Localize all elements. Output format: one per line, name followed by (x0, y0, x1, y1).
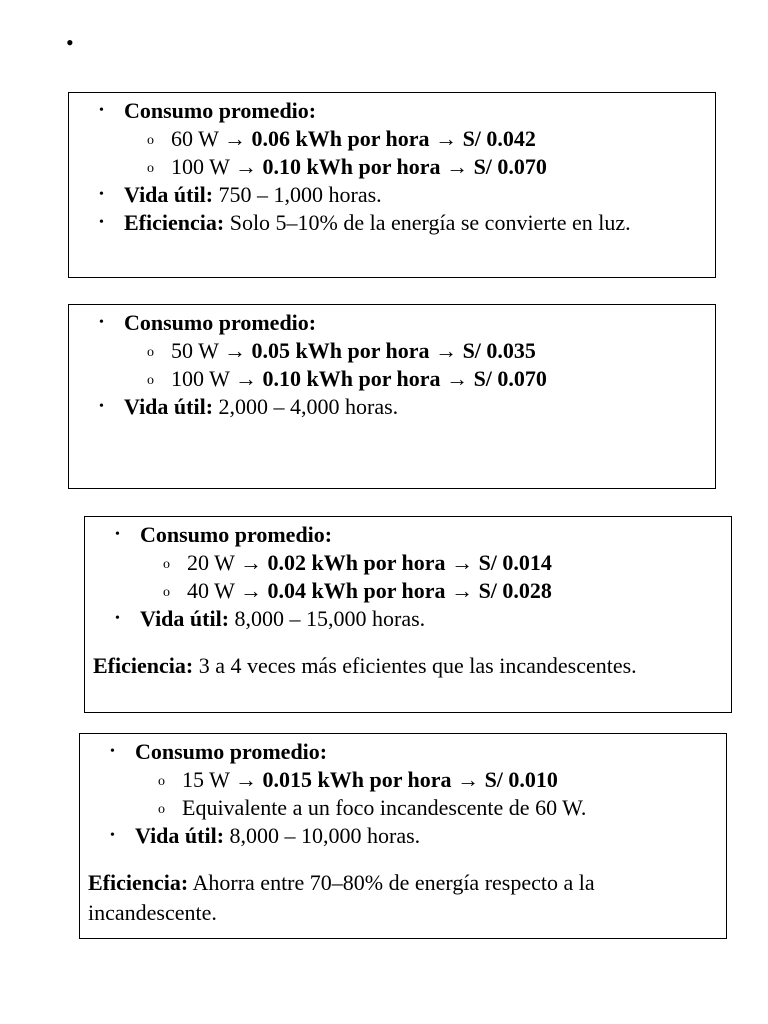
consumo-subitem (85, 577, 731, 605)
consumo-label: Consumo promedio: (135, 739, 328, 764)
watts: 100 W (171, 154, 230, 179)
consumo-subitem (69, 153, 715, 181)
equivalente-text: Equivalente a un foco incandescente de 60 W. (182, 795, 587, 820)
price: → S/ 0.042 (435, 126, 536, 151)
equivalente-subitem (80, 794, 726, 822)
eficiencia-label: Eficiencia: (88, 870, 189, 895)
eficiencia-label: Eficiencia: (124, 210, 225, 235)
consumo-item (69, 309, 715, 337)
price: → S/ 0.035 (435, 338, 536, 363)
info-box-1 (68, 92, 716, 278)
consumo-label: Consumo promedio: (140, 522, 333, 547)
kwh: 0.06 kWh por hora (251, 126, 430, 151)
watts: 100 W (171, 366, 230, 391)
consumo-subitem (69, 365, 715, 393)
consumo-subitem (69, 125, 715, 153)
watts: 40 W (187, 578, 235, 603)
consumo-label: Consumo promedio: (124, 98, 317, 123)
eficiencia-paragraph (85, 651, 731, 681)
vida-value: 8,000 – 15,000 horas. (234, 606, 426, 631)
eficiencia-value: Solo 5–10% de la energía se convierte en luz. (229, 210, 631, 235)
eficiencia-item (69, 209, 715, 237)
eficiencia-label: Eficiencia: (93, 653, 194, 678)
kwh: 0.015 kWh por hora (262, 767, 452, 792)
bullet-list (80, 734, 726, 850)
consumo-item (85, 521, 731, 549)
bullet-list (69, 305, 715, 421)
price: → S/ 0.070 (446, 366, 547, 391)
info-box-3 (84, 516, 732, 713)
info-box-2 (68, 304, 716, 489)
price: → S/ 0.028 (451, 578, 552, 603)
vida-value: 2,000 – 4,000 horas. (218, 394, 399, 419)
vida-item (69, 393, 715, 421)
kwh: 0.04 kWh por hora (267, 578, 446, 603)
consumo-item (69, 97, 715, 125)
vida-label: Vida útil: (135, 823, 225, 848)
eficiencia-paragraph (80, 868, 726, 928)
kwh: 0.10 kWh por hora (262, 154, 441, 179)
arrow: → (234, 154, 257, 179)
consumo-subitem (80, 766, 726, 794)
vida-item (85, 605, 731, 633)
watts: 50 W (171, 338, 219, 363)
kwh: 0.10 kWh por hora (262, 366, 441, 391)
price: → S/ 0.070 (446, 154, 547, 179)
arrow: → (239, 578, 262, 603)
arrow: → (223, 338, 246, 363)
eficiencia-value: Ahorra entre 70–80% de energía respecto a la incandescente. (88, 870, 595, 925)
eficiencia-value: 3 a 4 veces más eficientes que las incandescentes. (198, 653, 637, 678)
kwh: 0.02 kWh por hora (267, 550, 446, 575)
vida-value: 8,000 – 10,000 horas. (229, 823, 421, 848)
arrow: → (234, 767, 257, 792)
vida-value: 750 – 1,000 horas. (218, 182, 382, 207)
consumo-label: Consumo promedio: (124, 310, 317, 335)
vida-item (69, 181, 715, 209)
watts: 60 W (171, 126, 219, 151)
info-box-4 (79, 733, 727, 939)
bullet-list (85, 517, 731, 633)
vida-label: Vida útil: (124, 182, 214, 207)
consumo-subitem (69, 337, 715, 365)
consumo-subitem (85, 549, 731, 577)
consumo-item (80, 738, 726, 766)
kwh: 0.05 kWh por hora (251, 338, 430, 363)
price: → S/ 0.014 (451, 550, 552, 575)
watts: 15 W (182, 767, 230, 792)
vida-label: Vida útil: (124, 394, 214, 419)
watts: 20 W (187, 550, 235, 575)
vida-item (80, 822, 726, 850)
arrow: → (223, 126, 246, 151)
vida-label: Vida útil: (140, 606, 230, 631)
arrow: → (239, 550, 262, 575)
bullet-list (69, 93, 715, 237)
price: → S/ 0.010 (457, 767, 558, 792)
arrow: → (234, 366, 257, 391)
stray-bullet: • (66, 30, 74, 55)
